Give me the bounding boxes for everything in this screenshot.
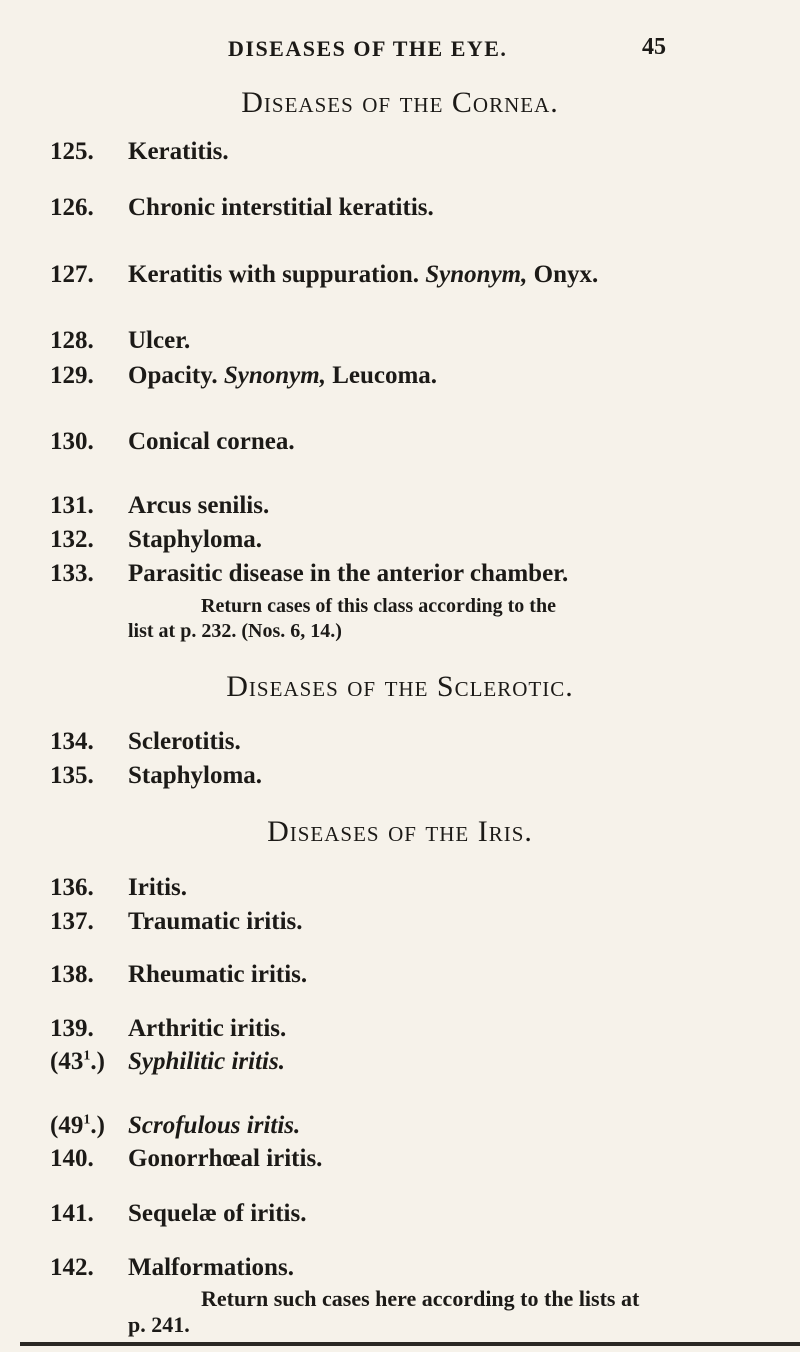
entry-text: Ulcer.: [128, 327, 191, 354]
heading-cornea: Diseases of the Cornea.: [241, 86, 559, 119]
entry-text: Malformations.: [128, 1254, 294, 1281]
entry-number: 131.: [50, 492, 94, 519]
cornea-note-line-2: list at p. 232. (Nos. 6, 14.): [128, 620, 342, 642]
entry-139: [50, 1015, 286, 1043]
iris-note-line-1: Return such cases here according to the lists at: [201, 1286, 640, 1311]
entry-text: Opacity.: [128, 362, 218, 389]
running-title: DISEASES OF THE EYE.: [228, 36, 508, 61]
entry-number: 136.: [50, 874, 94, 901]
entry-number: [50, 1048, 128, 1076]
entry-text: Syphilitic iritis.: [128, 1048, 285, 1075]
entry-text: Traumatic iritis.: [128, 908, 303, 935]
heading-sclerotic: Diseases of the Sclerotic.: [226, 670, 574, 703]
entry-133: [50, 560, 568, 588]
entry-number-base: (49: [50, 1112, 84, 1139]
entry-43-1: [50, 1048, 285, 1076]
entry-text: Sequelæ of iritis.: [128, 1200, 307, 1227]
entry-text: Staphyloma.: [128, 526, 263, 553]
entry-132: [50, 526, 262, 554]
entry-number-superscript: 1: [83, 1112, 91, 1128]
entry-137: [50, 908, 303, 936]
entry-136: [50, 874, 187, 902]
entry-134: [50, 728, 241, 756]
entry-135: [50, 762, 262, 790]
entry-number: 137.: [50, 908, 94, 935]
synonym-value: Onyx.: [533, 261, 599, 288]
entry-number: 125.: [50, 138, 94, 165]
entry-number: 135.: [50, 762, 94, 789]
entry-text: Staphyloma.: [128, 762, 263, 789]
entry-142: [50, 1254, 294, 1282]
entry-text: Parasitic disease in the anterior chamber.: [128, 560, 569, 587]
entry-125: [50, 138, 229, 166]
running-head: [0, 30, 800, 70]
entry-140: [50, 1145, 322, 1173]
entry-number: 128.: [50, 327, 94, 354]
entry-text: Chronic interstitial keratitis.: [128, 194, 434, 221]
iris-note-line-2: p. 241.: [128, 1312, 190, 1337]
entry-number: 127.: [50, 261, 94, 288]
entry-number: 140.: [50, 1145, 94, 1172]
synonym-label: Synonym,: [425, 261, 528, 288]
entry-number-base: (43: [50, 1048, 84, 1075]
bottom-rule: [20, 1342, 800, 1346]
entry-129: [50, 362, 437, 390]
entry-text: Iritis.: [128, 874, 188, 901]
entry-141: [50, 1200, 306, 1228]
entry-number: 132.: [50, 526, 94, 553]
entry-number: 133.: [50, 560, 94, 587]
entry-text: Arthritic iritis.: [128, 1015, 287, 1042]
synonym-value: Leucoma.: [332, 362, 438, 389]
entry-number: 138.: [50, 961, 94, 988]
entry-text: Sclerotitis.: [128, 728, 241, 755]
entry-128: [50, 327, 190, 355]
entry-text: Gonorrhœal iritis.: [128, 1145, 323, 1172]
entry-126: [50, 194, 434, 222]
entry-number: 129.: [50, 362, 94, 389]
entry-number: 141.: [50, 1200, 94, 1227]
cornea-note-line-1: Return cases of this class according to the: [201, 595, 556, 617]
entry-number: 142.: [50, 1254, 94, 1281]
synonym-label: Synonym,: [223, 362, 326, 389]
entry-number: 139.: [50, 1015, 94, 1042]
entry-number-superscript: 1: [83, 1048, 91, 1064]
entry-130: [50, 428, 295, 456]
entry-text: Keratitis with suppuration.: [128, 261, 420, 288]
page-number: 45: [642, 34, 666, 60]
entry-127: [50, 261, 598, 289]
entry-number: [50, 1112, 128, 1140]
entry-131: [50, 492, 269, 520]
entry-text: Keratitis.: [128, 138, 229, 165]
entry-number: 126.: [50, 194, 94, 221]
entry-49-1: [50, 1112, 300, 1140]
entry-text: Scrofulous iritis.: [128, 1112, 301, 1139]
entry-138: [50, 961, 307, 989]
entry-number: 134.: [50, 728, 94, 755]
entry-number-end: .): [90, 1112, 105, 1139]
entry-number-end: .): [90, 1048, 105, 1075]
entry-text: Rheumatic iritis.: [128, 961, 308, 988]
entry-number: 130.: [50, 428, 94, 455]
entry-text: Arcus senilis.: [128, 492, 270, 519]
heading-iris: Diseases of the Iris.: [267, 815, 533, 848]
entry-text: Conical cornea.: [128, 428, 295, 455]
